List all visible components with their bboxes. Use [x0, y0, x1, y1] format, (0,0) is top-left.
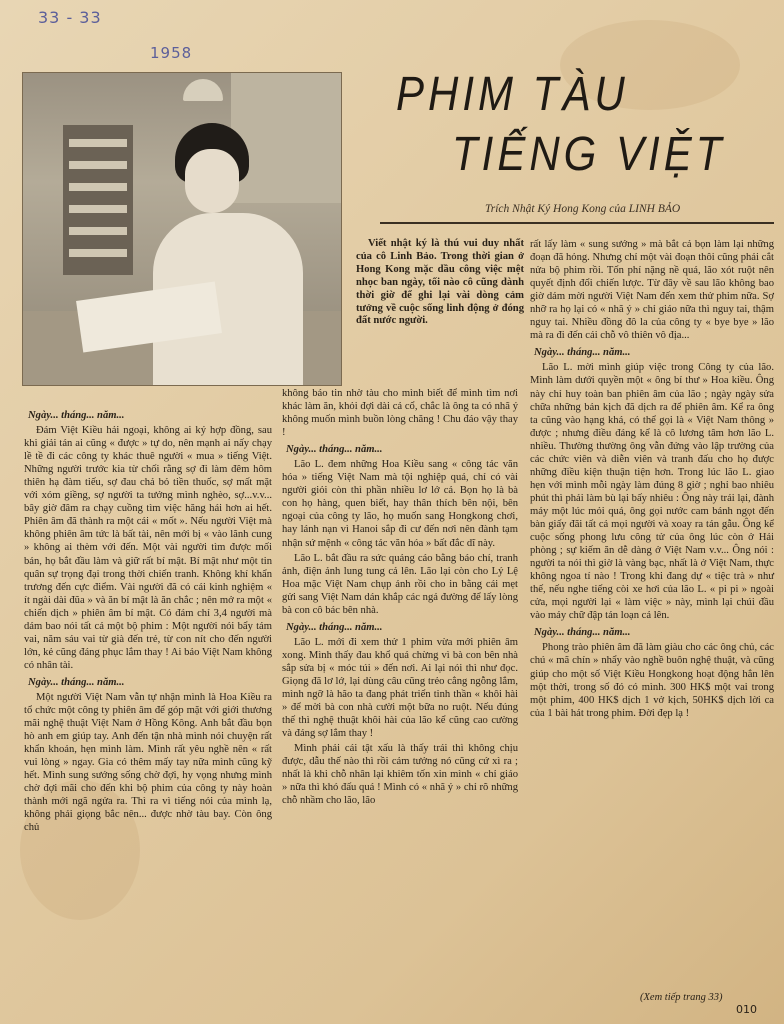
page-number: 010	[736, 1003, 757, 1016]
date-heading: Ngày... tháng... năm...	[286, 621, 383, 633]
article-column-2	[282, 387, 518, 807]
handwritten-year: 1958	[150, 44, 193, 62]
article-paragraph: Một người Việt Nam vẫn tự nhận mình là Hoa Kiều ra tổ chức một công ty phiên âm để góp mặt với giới thương mãi nghệ thuật Việt Nam ở Hồng Kông. Anh bắt đầu bọn hò anh em giúp tay. Anh đến tận nhà mình nói chuyện rất khẩn khoản, hẹn mình làm. Mình rất yêu nghề nên « rất vui lòng » ngay. Gia có thêm mấy tay nữa mình cũng kỹ hết. Mình sung sướng sống chờ đợi, hy vọng nhưng mình chờ đợi mãi cho đến khi bộ phim của công ty này hoàn thành mới ngã ngửa ra. Thì ra vì tiếng nói của mình lạ, không phải giọng bắc nên... được nhờ tàu bay. Còn ông chủ	[24, 691, 272, 834]
date-heading: Ngày... tháng... năm...	[28, 410, 125, 421]
article-paragraph: Đám Việt Kiều hải ngoại, không ai ký hợp đồng, sau khi giải tán ai cũng « được » tự do, nên mạnh ai nấy chạy lề tề đi các công ty khác thuê người « mua » tiếng Việt. Những người trước kia từ chối rằng sợ đi làm đêm hôm thiên hạ đàm tiếu, sợ đau chả bỏ tiền thuốc, sợ mất mặt với xóm giềng, sợ người ta tưởng mình nghèo, sợ...v.v... bây giờ đâm ra chạy cuồng tìm việc hăng hái hơn ai hết. Phiên âm đã thành ra một cái « mốt ». Nếu người Việt mà không phiên âm tức là bất tài, nên mới bị « vào lãnh cung » không ai thèm với đến. Một vài người tìm được mối bán, họ bắt đầu làm và giữ rất bí mật. Bí mật như một tin quân sự trọng đại trong thời chiến tranh. Không khí khẩn trương đến cực điểm. Vài người đã có cái kinh nghiệm « ít ngài dài đũa » và ăn bí mật là ăn chắc ; nên mở ra một « chiến dịch » phiên âm bí mật. Có đám chỉ 3,4 người mà dám bao nói tất cả một bộ phim : Một người nói bẩy tám vai, năm sáu vai từ già đến trẻ, từ con nít cho đến người lớn, kẻ cũng đáng phục lắm thay ! Ai bảo Việt Nam không có nhân tài.	[24, 425, 272, 671]
handwritten-note: 33 - 33	[38, 8, 102, 27]
byline: Trích Nhật Ký Hong Kong của LINH BẢO	[485, 203, 681, 215]
portrait-photo	[22, 72, 342, 386]
article-paragraph: Phong trào phiên âm đã làm giàu cho các ông chủ, các chú « mã chín » nhẩy vào nghề buôn nghệ thuật, và cũng giúp cho một số Việt Kiều Hongkong hoạt động hẳn lên một thời, trong số đó có mình. 300 HK$ một vai trong một phim, 400 HK$ dịch 1 vở kịch, 50HK$ dịch lời ca của 1 bài hát trong phim. Đời đẹp lạ !	[530, 642, 774, 719]
date-heading: Ngày... tháng... năm...	[28, 676, 125, 688]
article-paragraph: rất lấy làm « sung sướng » mà bắt cả bọn làm lại những đoạn đã hỏng. Nhưng chỉ một vài đoạn thôi cũng phải cắt nửa bộ phim rồi. Tốn phí nặng nề quá, lão xót ruột nên quyết định đổi chiến lược. Từ đây về sau lão không bao giờ dám mời người Việt Nam đến xem thử phim nữa. Sợ nhỡ ra họ lại có « nhã ý » chỉ giáo nữa thì nguy tai, thậm nguy tai. Nhiều đồng đô la của công ty « bye bye » lão mà ra đi đến cái chỗ vô thiên vô địa...	[530, 239, 774, 342]
continued-note: (Xem tiếp trang 33)	[640, 992, 723, 1003]
date-heading: Ngày... tháng... năm...	[534, 627, 631, 639]
title-rule	[380, 222, 774, 224]
headline-line-2: TIẾNG VIỆT	[452, 126, 726, 181]
article-paragraph: Lão L. bắt đầu ra sức quảng cáo bằng báo chí, tranh ảnh, điện ảnh lung tung cả lên. Lão lại còn cho Lý Lệ Hoa mặc Việt Nam chụp ảnh rồi cho in bằng cái mẹt gửi sang Việt Nam dán khắp các ngả đường để lấy lòng bà con cô bác bên nhà.	[282, 552, 518, 616]
article-paragraph: Mình phải cái tật xấu là thấy trái thì không chịu được, dẫu thế nào thì rồi cảm tưởng nó cũng cứ xì ra ; nhất là khi chỗ nhân lại khiêm tốn xin mình « chỉ giáo » nữa thì khó đấu quá ! Mình có « nhã ý » chỉ rõ những chỗ nhầm cho lão, lão	[282, 743, 518, 807]
article-paragraph: không báo tin nhờ tàu cho mình biết để mình tìm nơi khác làm ăn, khỏi đợi dài cả cổ, chắc là ông ta có nhã ý không muốn mình buồn lòng chăng ! Chu đáo vậy thay !	[282, 388, 518, 439]
intro-paragraph: Viết nhật ký là thú vui duy nhất của cô Linh Bảo. Trong thời gian ở Hong Kong mặc dầu công việc mệt nhọc ban ngày, tối nào cô cũng dành thời giờ để ghi lại vài dòng cảm tưởng về cuộc sống linh động ở đóng đất nước người.	[356, 238, 524, 327]
date-heading: Ngày... tháng... năm...	[286, 444, 383, 456]
headline-line-1: PHIM TÀU	[396, 66, 629, 121]
article-column-1	[24, 405, 272, 835]
article-column-3	[530, 238, 774, 720]
date-heading: Ngày... tháng... năm...	[534, 347, 631, 359]
article-paragraph: Lão L. đem những Hoa Kiều sang « công tác văn hóa » tiếng Việt Nam mà tội nghiệp quá, chỉ có vài người giỏi còn thì phần nhiều lơ lớ cả. Bọn họ là bà con họ hàng, quen biết, hay thân thích bên nội, bên ngoại của công ty lão, họ muốn sang Hongkong chơi, hay lánh nạn vì Hanoi sắp đi cư đến nơi nên đành tạm nhận sứ mệnh « công tác văn hóa » bất đắc dĩ này.	[282, 459, 518, 549]
article-paragraph: Lão L. mới đi xem thử 1 phim vừa mới phiên âm xong. Mình thấy đau khổ quá chừng vì bà con bên nhà sắp sửa bị « móc túi » đến nơi. Ai lại nói thì như đọc. Giọng đã lơ lớ, lại dùng câu cũng trẻo cẳng ngỗng lắm, mình ngỡ là hão ta đang phát triển tinh thần « khôi hài » để mời bà con nhà cười một bữa no ruột. Nếu đúng thế thì nghệ thuật khôi hài của lão kể cũng cao cường và đáng sợ lắm thay !	[282, 636, 518, 740]
article-paragraph: Lão L. mời mình giúp việc trong Công ty của lão. Mình làm dưới quyền một « ông bí thư » Hoa kiều. Ông này chỉ huy toàn ban phiên âm của lão ; ngày ngày sửa chữa những bản kịch đã dịch ra để phiên âm. Kể ra ông ta cũng vào hạng khá, có thể gọi là « Việt Nam thông » được ; nhưng điều đáng kể là cô lương tâm hơn lão L. nhiều. Thường thường ông vẫn đứng vào lập trường của các chức viên và diễn viên và tranh đấu cho họ được những điều kiện thuận tiện hơn. Trong lúc lão L. giao hẹn với mình mỗi ngày làm đúng 8 giờ ; nghỉ bao nhiêu phút thì phải làm bù lại bấy nhiêu : Ông này trái lại, đành máy một lúc mỏi quá, ông gọi nước cam bánh ngọt đến bàn giấy đãi tất cả mọi người và xoay ra tán gẫu. Ông kể cuộc sống phong lưu công tử của ông lúc còn ở Hải phòng ; sự kiếm ăn dễ dàng ở Việt Nam v.v... Ông nói : người ta nói thì giờ là vàng bạc, nhất là ở Việt Nam, thực không ngoa tí nào ! Trong khi đang dự « tiệc trà » như thế, nếu nghe tiếng còi xe hơi của lão L. « pi pi » ngoài cửa, mọi người lại « làm việc » này, mình lại chúi đầu vào máy chữ đập tán loạn cả lên.	[530, 362, 774, 622]
